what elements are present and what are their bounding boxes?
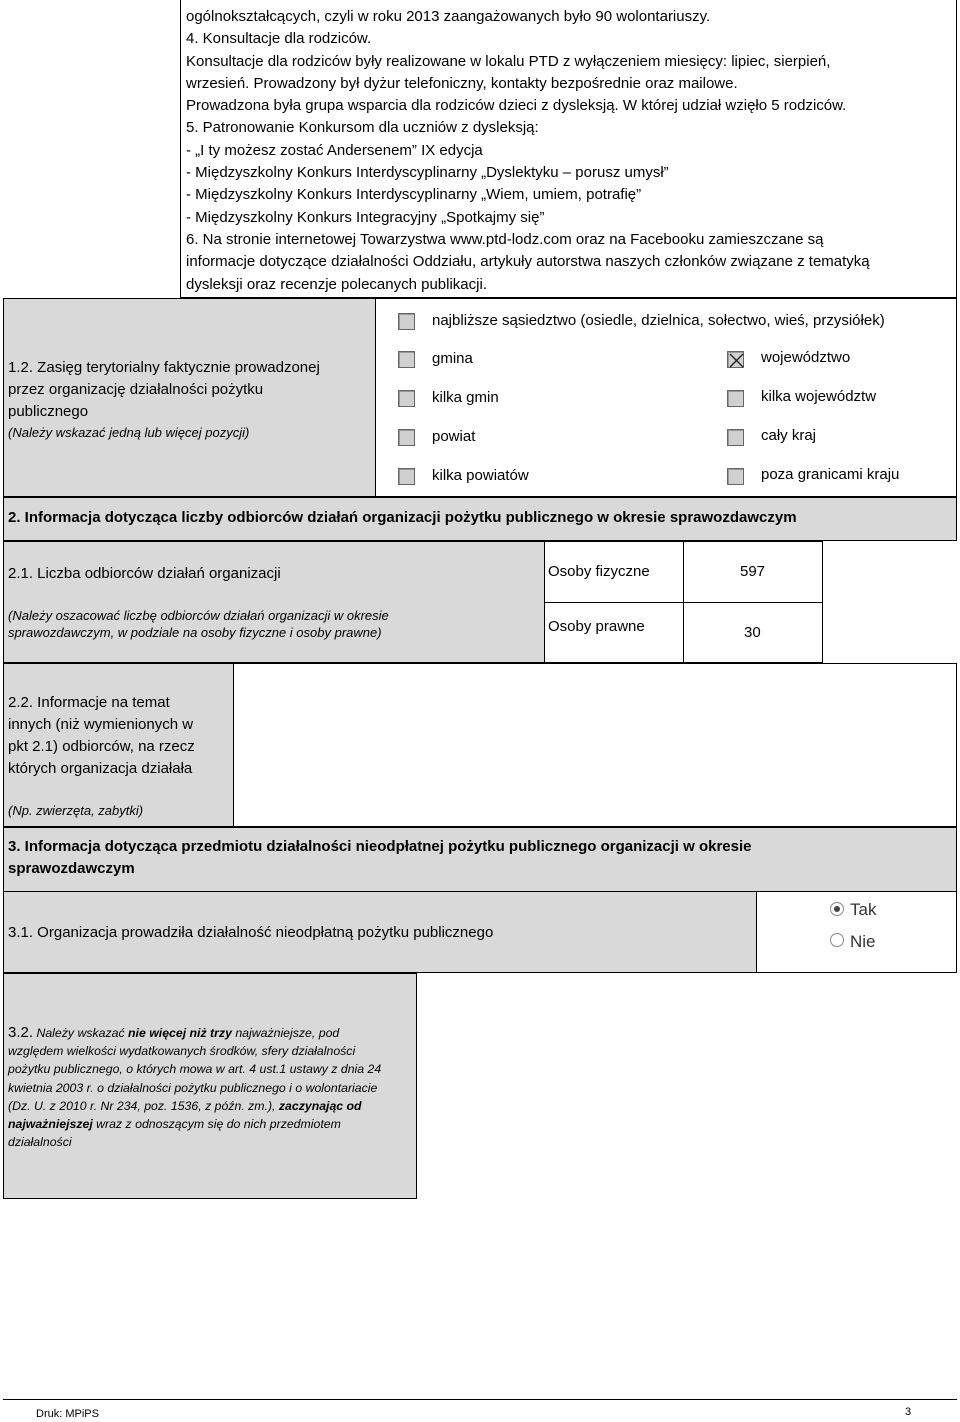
- section-2-2-value-cell[interactable]: [233, 663, 957, 827]
- section-2-1-label-cell: [3, 541, 545, 663]
- section-3-2-line: pożytku publicznego, o których mowa w art. 4 ust.1 ustawy z dnia 24: [8, 1062, 382, 1077]
- radio-tak-label: Tak: [850, 900, 877, 919]
- checkmark-x-icon: [728, 352, 745, 369]
- section-2-heading: 2. Informacja dotycząca liczby odbiorców działań organizacji pożytku publicznego w okresie sprawozdawczym: [8, 509, 797, 526]
- section-3-2-line5b: zaczynając od: [278, 1098, 362, 1113]
- radio-selected-dot: [834, 906, 840, 912]
- checkbox-poza-granicami[interactable]: [727, 468, 744, 485]
- footer-rule: [3, 1399, 957, 1400]
- osoby-prawne-value: 30: [744, 624, 761, 641]
- checkbox-caly-kraj[interactable]: [727, 429, 744, 446]
- continuation-line: Prowadzona była grupa wsparcia dla rodziców dzieci z dysleksją. W której udział wzięło 5 rodziców.: [186, 97, 847, 115]
- continuation-line: informacje dotyczące działalności Oddziału, artykuły autorstwa naszych członków związane z tematyką: [186, 253, 870, 271]
- radio-nie-label: Nie: [850, 932, 876, 951]
- osoby-fizyczne-label: Osoby fizyczne: [548, 563, 650, 580]
- footer-page-number: 3: [905, 1406, 912, 1418]
- radio-nie[interactable]: [830, 933, 844, 947]
- continuation-line: - Międzyszkolny Konkurs Interdyscyplinarny „Wiem, umiem, potrafię”: [186, 186, 642, 204]
- section-3-heading: [8, 836, 752, 880]
- continuation-line: 4. Konsultacje dla rodziców.: [186, 30, 372, 48]
- section-3-2-number: 3.2.: [8, 1024, 34, 1041]
- section-3-2-p1: Należy wskazać: [36, 1026, 129, 1040]
- section-3-2-line6b: wraz z odnoszącym się do nich przedmiotem: [92, 1117, 341, 1132]
- continuation-text: [186, 6, 956, 296]
- checkbox-powiat[interactable]: [398, 429, 415, 446]
- option-kilka-wojewodztw-label: kilka województw: [761, 388, 877, 405]
- option-wojewodztwo-label: województwo: [761, 349, 851, 366]
- section-2-2-label-line: innych (niż wymienionych w: [8, 716, 194, 733]
- checkbox-wojewodztwo[interactable]: [727, 351, 744, 368]
- continuation-line: - Międzyszkolny Konkurs Interdyscyplinarny „Dyslektyku – porusz umysł”: [186, 164, 669, 182]
- continuation-line: - „I ty możesz zostać Andersenem” IX edycja: [186, 141, 483, 159]
- osoby-prawne-label: Osoby prawne: [548, 618, 645, 635]
- continuation-line: 6. Na stronie internetowej Towarzystwa www.ptd-lodz.com oraz na Facebooku zamieszczane są: [186, 230, 824, 248]
- section-3-2-p3: najważniejsze, pod: [231, 1026, 340, 1040]
- continuation-line: ogólnokształcących, czyli w roku 2013 zaangażowanych było 90 wolontariuszy.: [186, 8, 711, 25]
- checkbox-nearest[interactable]: [398, 313, 415, 330]
- section-2-1-label: 2.1. Liczba odbiorców działań organizacji: [8, 565, 281, 582]
- section-1-2-label-line: publicznego: [8, 403, 89, 420]
- section-2-2-note: (Np. zwierzęta, zabytki): [8, 803, 144, 818]
- continuation-line: - Międzyszkolny Konkurs Integracyjny „Spotkajmy się”: [186, 208, 545, 226]
- section-2-2-label-line: których organizacja działała: [8, 760, 193, 777]
- section-3-2-line: działalności: [8, 1135, 72, 1150]
- footer-print-label: Druk: MPiPS: [36, 1408, 99, 1420]
- section-2-2-label-line: pkt 2.1) odbiorców, na rzecz: [8, 738, 195, 755]
- section-2-2-label: [8, 692, 195, 780]
- option-caly-kraj-label: cały kraj: [761, 427, 817, 444]
- continuation-line: Konsultacje dla rodziców były realizowane w lokalu PTD z wyłączeniem miesięcy: lipiec, sierpień,: [186, 52, 831, 70]
- checkbox-gmina[interactable]: [398, 351, 415, 368]
- continuation-line: 5. Patronowanie Konkursom dla uczniów z dysleksją:: [186, 119, 539, 137]
- checkbox-kilka-powiatow[interactable]: [398, 468, 415, 485]
- option-kilka-gmin-label: kilka gmin: [432, 389, 499, 406]
- section-1-2-label-line: przez organizację działalności pożytku: [8, 381, 264, 398]
- section-3-heading-line: 3. Informacja dotycząca przedmiotu działalności nieodpłatnej pożytku publicznego organizacji w okresie: [8, 838, 752, 855]
- option-powiat-label: powiat: [432, 428, 476, 445]
- section-2-1-note-line: (Należy oszacować liczbę odbiorców działań organizacji w okresie: [8, 608, 389, 623]
- option-nearest-label: najbliższe sąsiedztwo (osiedle, dzielnica, sołectwo, wieś, przysiółek): [432, 312, 885, 329]
- option-poza-granicami-label: poza granicami kraju: [761, 466, 900, 483]
- continuation-line: wrzesień. Prowadzony był dyżur telefoniczny, kontakty bezpośrednie oraz mailowe.: [186, 74, 738, 92]
- section-3-2-p2: nie więcej niż trzy: [128, 1026, 232, 1040]
- checkbox-kilka-wojewodztw[interactable]: [727, 390, 744, 407]
- continuation-line: dysleksji oraz recenzje polecanych publikacji.: [186, 275, 487, 293]
- section-2-1-note: [8, 607, 389, 641]
- option-gmina-label: gmina: [432, 350, 473, 367]
- checkbox-kilka-gmin[interactable]: [398, 390, 415, 407]
- option-kilka-powiatow-label: kilka powiatów: [432, 467, 529, 484]
- osoby-fizyczne-value: 597: [740, 563, 766, 580]
- section-1-2-label-line: 1.2. Zasięg terytorialny faktycznie prowadzonej: [8, 359, 320, 376]
- section-3-2-line: względem wielkości wydatkowanych środków, sfery działalności: [8, 1044, 356, 1059]
- section-2-1-note-line: sprawozdawczym, w podziale na osoby fizyczne i osoby prawne): [8, 625, 382, 640]
- section-3-2-line5a: (Dz. U. z 2010 r. Nr 234, poz. 1536, z późn. zm.),: [8, 1098, 279, 1113]
- section-1-2-label: [8, 357, 320, 443]
- section-3-1-label: 3.1. Organizacja prowadziła działalność nieodpłatną pożytku publicznego: [8, 924, 494, 941]
- section-3-2-line: kwietnia 2003 r. o działalności pożytku publicznego i o wolontariacie: [8, 1080, 378, 1095]
- section-1-2-note: (Należy wskazać jedną lub więcej pozycji): [8, 425, 250, 440]
- section-2-2-label-line: 2.2. Informacje na temat: [8, 694, 170, 711]
- radio-tak[interactable]: [830, 902, 844, 916]
- section-3-heading-line: sprawozdawczym: [8, 860, 135, 877]
- section-3-2-line6a: najważniejszej: [8, 1117, 93, 1132]
- section-3-2-text: [8, 1024, 413, 1151]
